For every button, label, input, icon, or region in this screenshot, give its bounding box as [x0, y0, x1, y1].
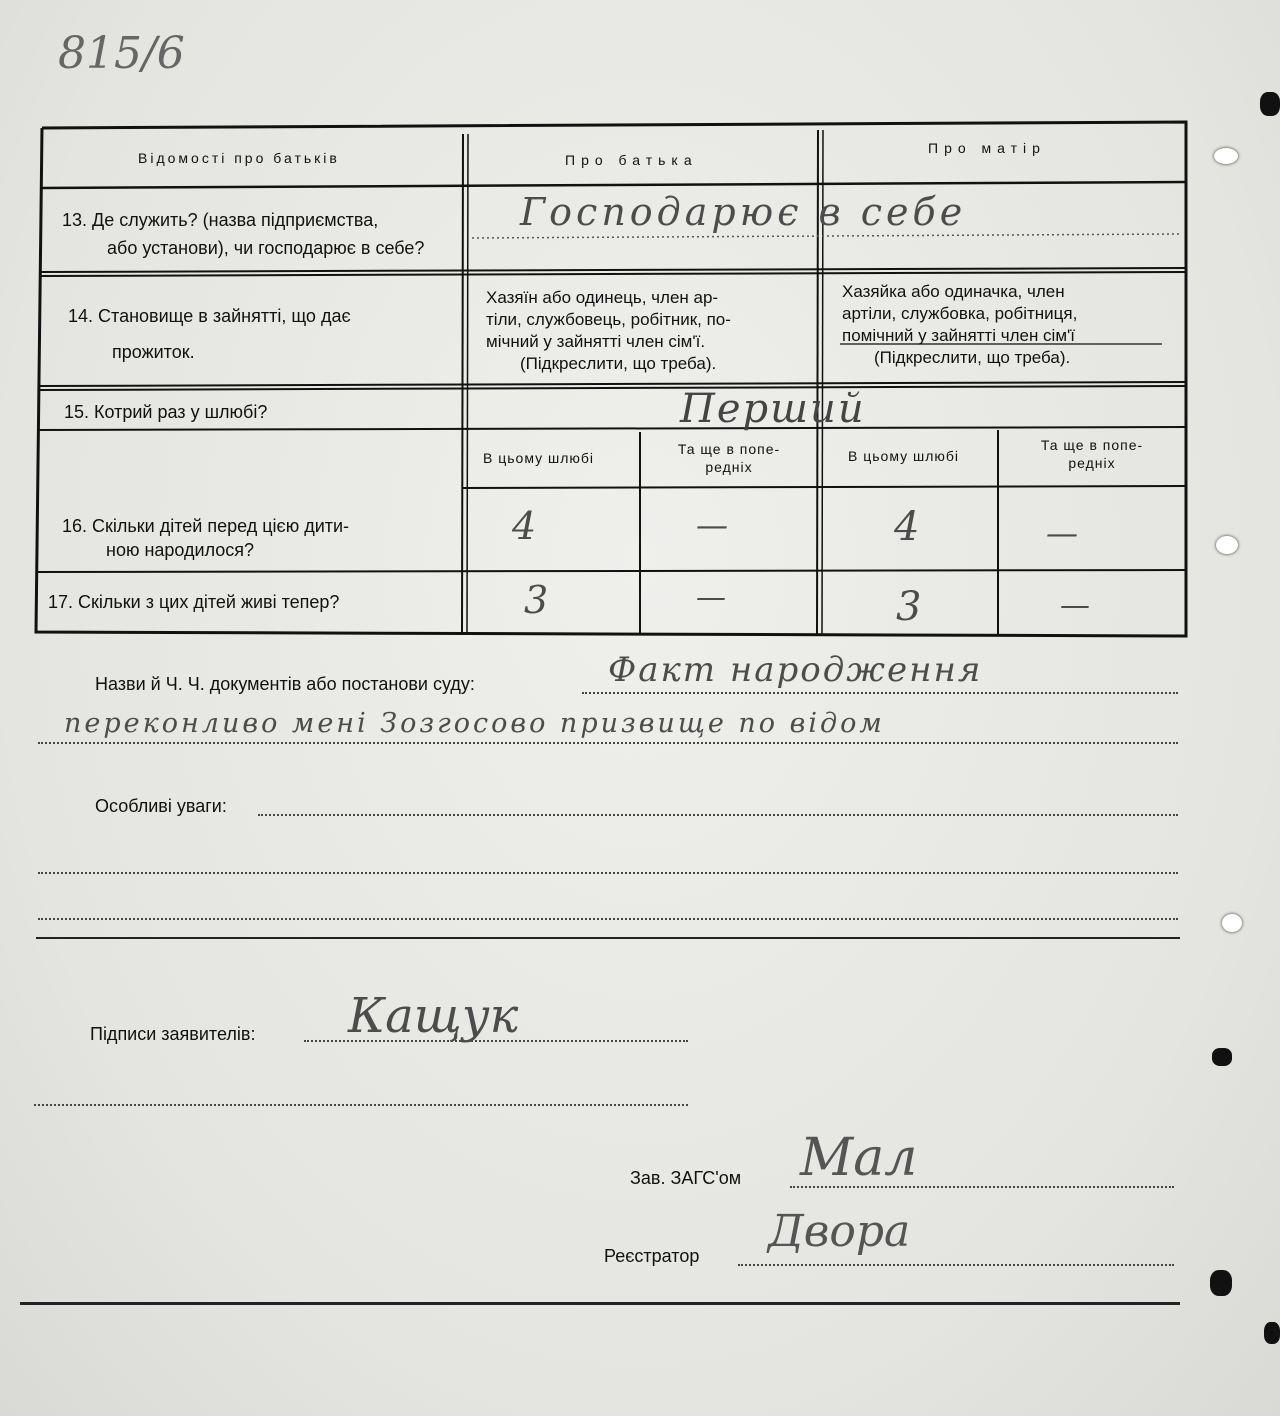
subheader-mother-previous [1002, 436, 1182, 472]
row15-answer: Перший [680, 386, 866, 432]
header-about-mother: Про матір [928, 140, 1046, 156]
documents-line-1 [582, 692, 1178, 694]
binding-hole-2 [1216, 536, 1238, 554]
row13-answer: Господарює в себе [520, 190, 967, 234]
row13-label-line2: або установи), чи господарює в себе? [107, 238, 425, 258]
row14-father-line3: мічний у зайнятті член сім'ї. [486, 332, 706, 351]
head-zags-label: Зав. ЗАГС'ом [630, 1168, 742, 1188]
subheader-mother-previous-line1: Та ще в попе- [1040, 437, 1144, 453]
row14-mother-line1: Хазяйка або одиначка, член [842, 282, 1065, 301]
row14-father-line1: Хазяїн або одинець, член ар- [486, 288, 719, 307]
row15-label: 15. Котрий раз у шлюбі? [64, 402, 268, 422]
row16-label-line2: ною народилося? [106, 540, 255, 560]
notes-separator [36, 937, 1180, 939]
applicants-signature: Кащук [348, 988, 519, 1044]
binding-mark-1 [1212, 1048, 1232, 1066]
page-bottom-rule [20, 1302, 1180, 1305]
notes-line-1 [258, 814, 1178, 816]
row14-mother-line3: помічний у зайнятті член сім'ї [842, 326, 1075, 345]
row14-father-line2: тіли, службовець, робітник, по- [486, 310, 731, 329]
documents-handwritten-line1: Факт народження [608, 650, 983, 690]
documents-handwritten-line2: переконливо мені Зозгосово призвище по відом [64, 708, 885, 739]
documents-label: Назви й Ч. Ч. документів або постанови суду: [95, 674, 475, 694]
row14-mother-line4: (Підкреслити, що треба). [874, 348, 1071, 367]
row14-mother-line2: артіли, службовка, робітниця, [842, 304, 1078, 323]
row17-mother-prev: — [1060, 588, 1090, 623]
notes-label: Особливі уваги: [95, 796, 227, 816]
row16-label-line1: 16. Скільки дітей перед цією дити- [62, 516, 350, 536]
row16-mother-this: 4 [894, 504, 920, 550]
subheader-father-previous-line1: Та ще в попе- [677, 441, 781, 457]
head-zags-signature: Мал [800, 1128, 918, 1188]
documents-line-2 [38, 742, 1178, 744]
row16-mother-prev: — [1046, 514, 1078, 552]
subheader-father-previous-line2: редніх [705, 459, 753, 475]
row14-label-line1: 14. Становище в зайнятті, що дає [68, 306, 351, 326]
applicants-signature-line-2 [34, 1104, 688, 1106]
row17-father-this: 3 [524, 578, 549, 622]
subheader-mother-this-marriage: В цьому шлюбі [848, 448, 960, 464]
header-about-father: Про батька [565, 152, 698, 168]
subheader-father-this-marriage: В цьому шлюбі [483, 450, 595, 466]
registrar-signature-line [738, 1264, 1174, 1266]
row17-father-prev: — [696, 580, 726, 615]
header-parents-info: Відомості про батьків [138, 150, 340, 166]
registrar-label: Реєстратор [604, 1246, 700, 1266]
binding-mark-4 [1264, 1322, 1280, 1344]
applicants-signature-label: Підписи заявителів: [90, 1024, 256, 1044]
binding-hole-3 [1222, 914, 1242, 932]
binding-mark-3 [1260, 92, 1280, 116]
binding-hole-1 [1214, 148, 1238, 164]
row13-label-line1: 13. Де служить? (назва підприємства, [62, 210, 379, 230]
binding-mark-2 [1210, 1270, 1232, 1296]
registrar-signature: Двора [768, 1206, 911, 1257]
row17-mother-this: 3 [896, 584, 922, 630]
subheader-father-previous [644, 440, 814, 476]
row16-father-this: 4 [512, 504, 537, 548]
row14-father-line4: (Підкреслити, що треба). [520, 354, 717, 373]
notes-line-2 [38, 872, 1178, 874]
archive-number: 815/6 [58, 28, 185, 79]
row17-label: 17. Скільки з цих дітей живі тепер? [48, 592, 340, 612]
row16-father-prev: — [696, 506, 728, 544]
notes-line-3 [38, 918, 1178, 920]
subheader-mother-previous-line2: редніх [1068, 455, 1116, 471]
row14-label-line2: прожиток. [112, 342, 195, 362]
